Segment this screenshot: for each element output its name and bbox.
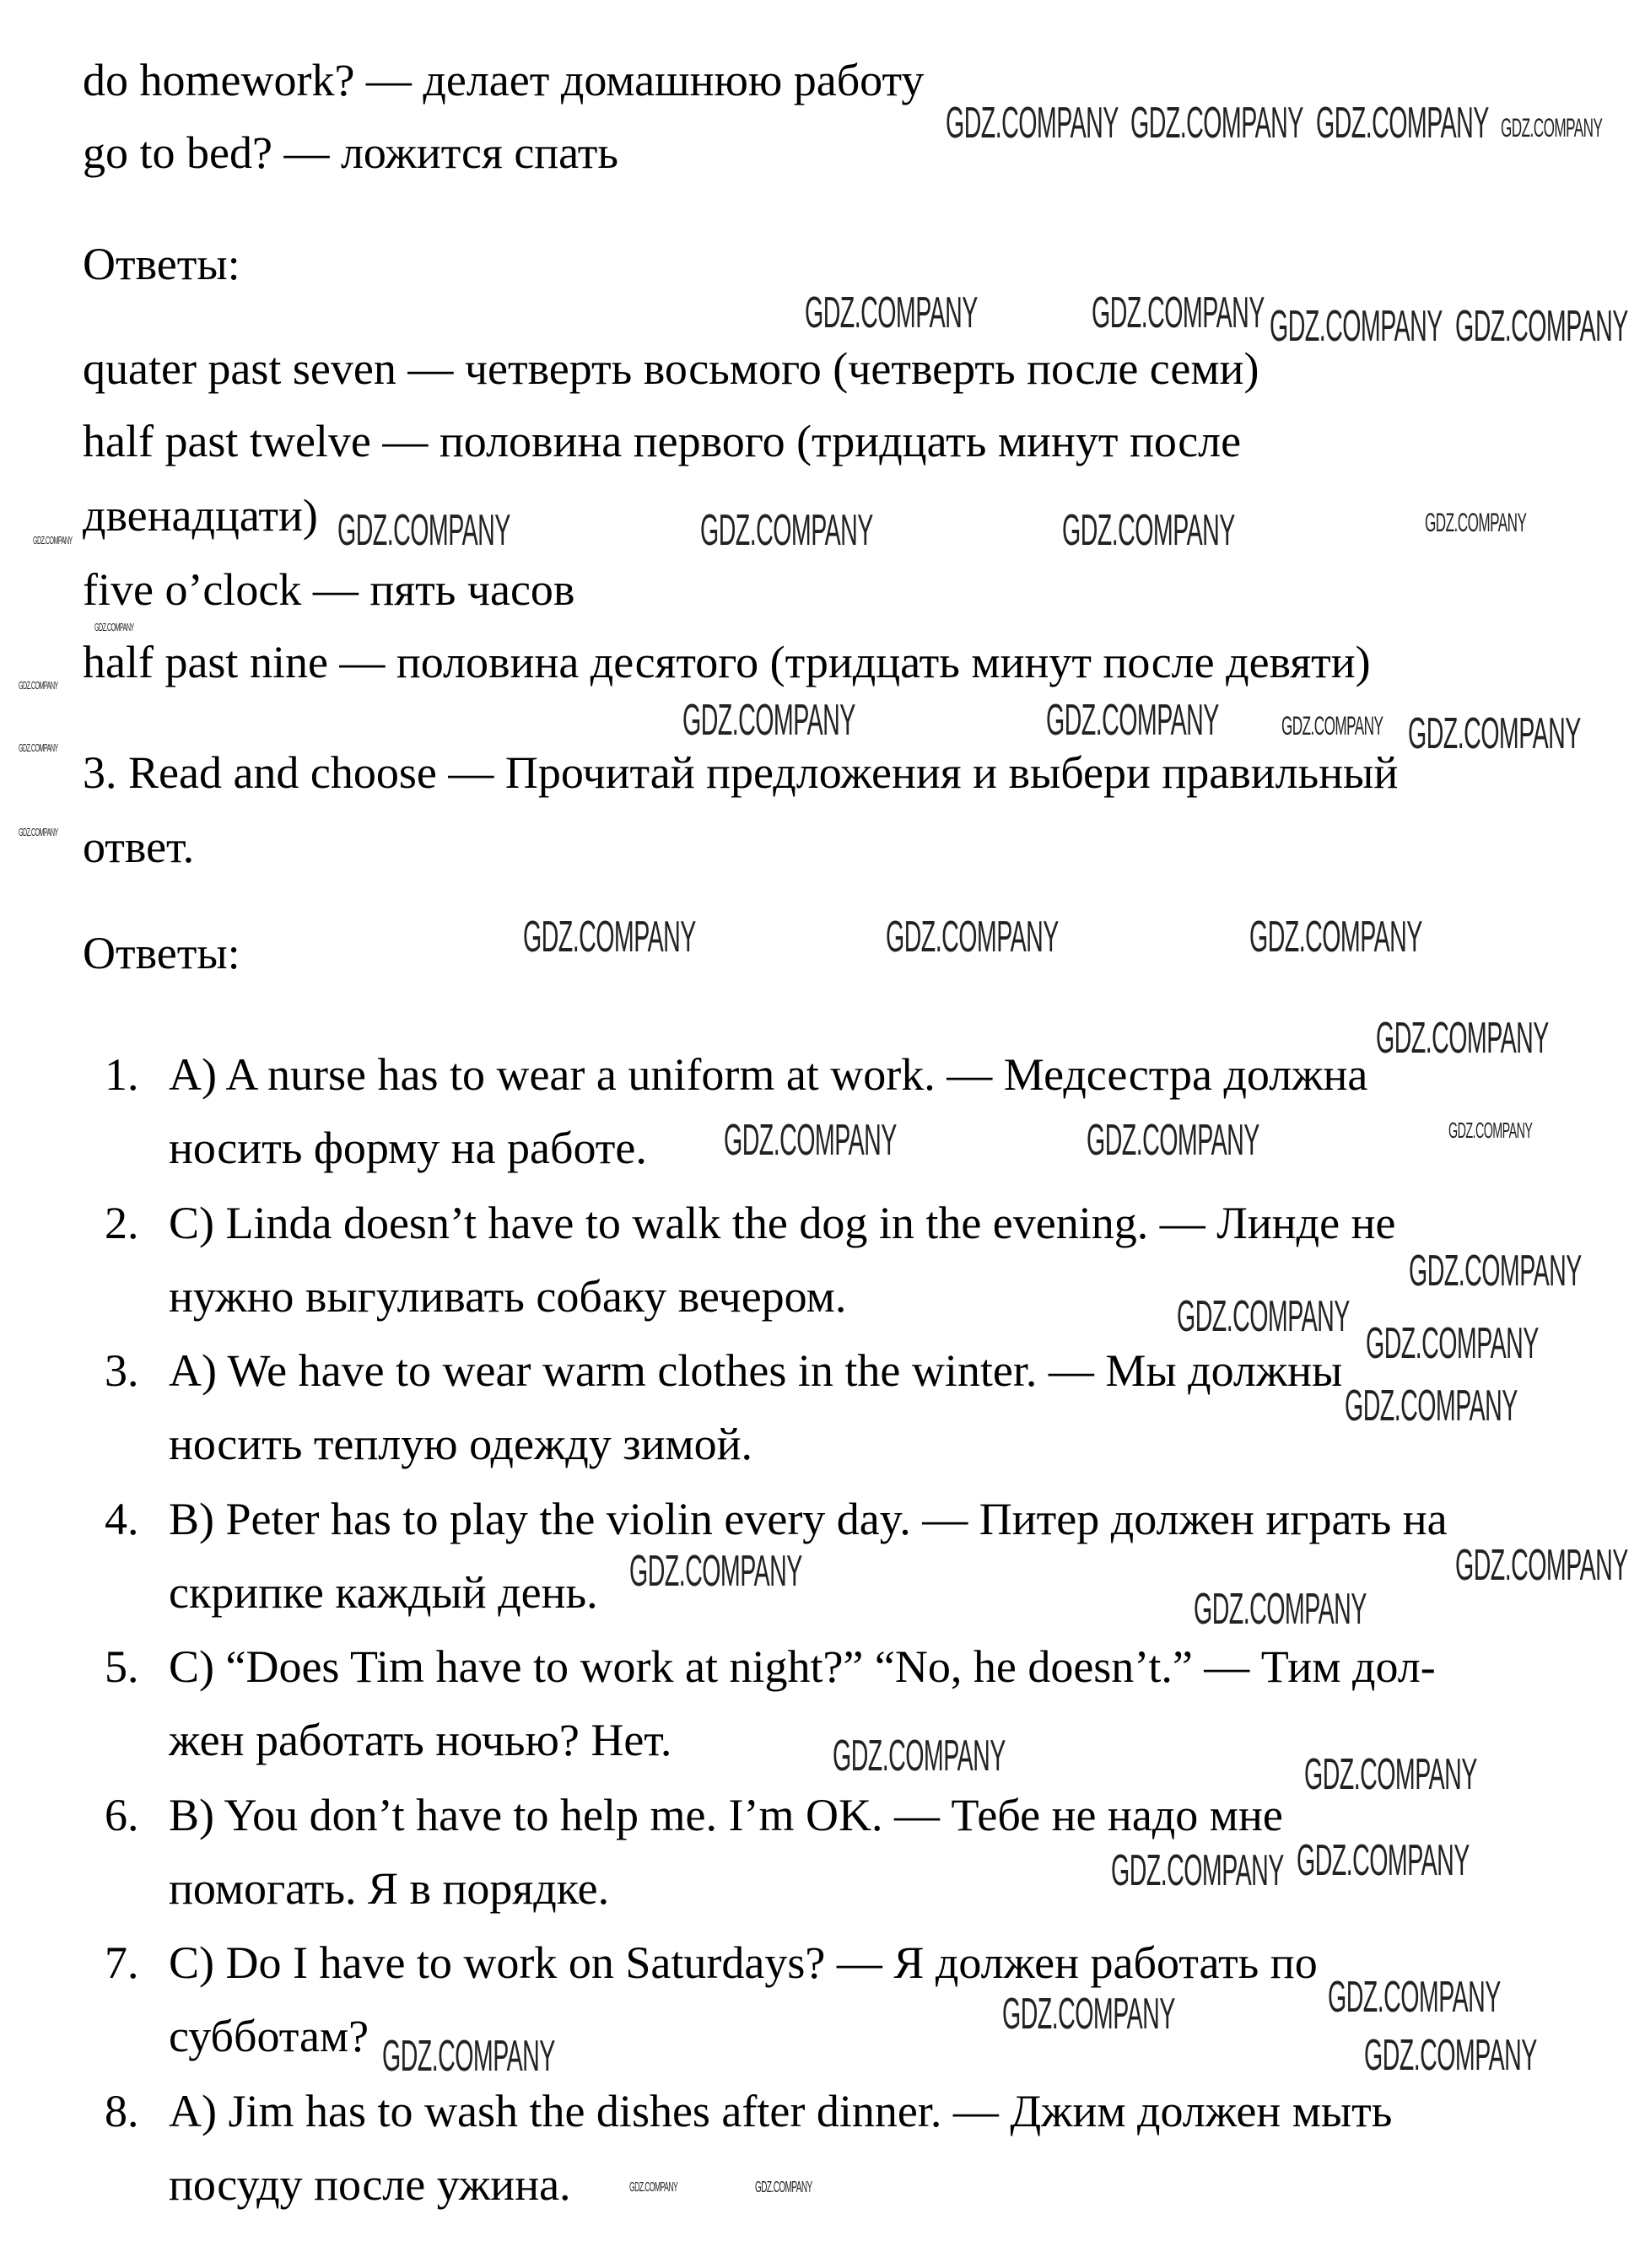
watermark: GDZ.COMPANY — [1297, 1835, 1470, 1885]
list-item-text: скрипке каждый день. — [169, 1566, 598, 1618]
watermark: GDZ.COMPANY — [804, 288, 978, 338]
watermark: GDZ.COMPANY — [723, 1115, 897, 1165]
watermark: GDZ.COMPANY — [18, 826, 58, 839]
watermark: GDZ.COMPANY — [1407, 708, 1581, 758]
watermark: GDZ.COMPANY — [1249, 912, 1422, 962]
watermark: GDZ.COMPANY — [1269, 302, 1443, 352]
list-item-text: субботам? — [169, 2011, 369, 2062]
watermark: GDZ.COMPANY — [886, 912, 1060, 962]
watermark: GDZ.COMPANY — [1327, 1972, 1501, 2022]
watermark: GDZ.COMPANY — [1176, 1291, 1350, 1341]
list-number: 6. — [105, 1789, 139, 1840]
watermark: GDZ.COMPANY — [682, 695, 856, 745]
list-item-text: нужно выгуливать собаку вечером. — [169, 1270, 847, 1322]
watermark: GDZ.COMPANY — [628, 1547, 802, 1597]
watermark: GDZ.COMPANY — [33, 534, 73, 547]
text-line: двенадцати) — [83, 490, 318, 541]
exercise-heading: 3. Read and choose — Прочитай предложения и выбери правильный — [83, 747, 1399, 798]
list-item-text: A) Jim has to wash the dishes after dinner. — Джим должен мыть — [169, 2085, 1393, 2136]
text-line: five o’clock — пять часов — [83, 564, 575, 615]
watermark: GDZ.COMPANY — [1363, 2030, 1537, 2080]
watermark: GDZ.COMPANY — [1408, 1246, 1582, 1296]
watermark: GDZ.COMPANY — [1316, 99, 1489, 148]
watermark: GDZ.COMPANY — [1365, 1318, 1539, 1368]
list-number: 2. — [105, 1197, 139, 1248]
list-item-text: C) “Does Tim have to work at night?” “No, he doesn’t.” — Тим дол- — [169, 1641, 1436, 1693]
answers-heading: Ответы: — [83, 239, 240, 289]
list-number: 7. — [105, 1937, 139, 1989]
list-item-text: помогать. Я в порядке. — [169, 1862, 610, 1914]
exercise-heading-cont: ответ. — [83, 822, 195, 872]
answers-heading: Ответы: — [83, 928, 240, 978]
watermark: GDZ.COMPANY — [94, 621, 134, 634]
watermark: GDZ.COMPANY — [1087, 1115, 1259, 1165]
watermark: GDZ.COMPANY — [1092, 288, 1265, 338]
watermark: GDZ.COMPANY — [1194, 1584, 1367, 1634]
watermark: GDZ.COMPANY — [755, 2179, 813, 2196]
list-item-text: носить форму на работе. — [169, 1123, 647, 1174]
watermark: GDZ.COMPANY — [1281, 711, 1383, 741]
watermark: GDZ.COMPANY — [1002, 1989, 1175, 2039]
list-item-text: посуду после ужина. — [169, 2158, 571, 2210]
watermark: GDZ.COMPANY — [18, 741, 58, 755]
watermark: GDZ.COMPANY — [1448, 1117, 1533, 1143]
list-number: 8. — [105, 2085, 139, 2136]
list-number: 1. — [105, 1049, 139, 1101]
text-line: quater past seven — четверть восьмого (четверть после семи) — [83, 343, 1259, 394]
watermark: GDZ.COMPANY — [18, 679, 58, 692]
text-line: go to bed? — ложится спать — [83, 127, 618, 178]
list-item-text: C) Do I have to work on Saturdays? — Я должен работать по — [169, 1937, 1318, 1989]
watermark: GDZ.COMPANY — [1345, 1381, 1518, 1430]
watermark: GDZ.COMPANY — [628, 2179, 677, 2195]
watermark: GDZ.COMPANY — [1455, 302, 1628, 352]
watermark: GDZ.COMPANY — [832, 1731, 1006, 1780]
text-line: half past nine — половина десятого (тридцать минут после девяти) — [83, 637, 1371, 687]
watermark: GDZ.COMPANY — [337, 505, 510, 555]
text-line: half past twelve — половина первого (тридцать минут после — [83, 416, 1242, 466]
list-item-text: носить теплую одежду зимой. — [169, 1419, 753, 1470]
watermark: GDZ.COMPANY — [1130, 99, 1303, 148]
watermark: GDZ.COMPANY — [1501, 112, 1603, 143]
list-item-text: B) Peter has to play the violin every day. — Питер должен играть на — [169, 1493, 1448, 1544]
list-number: 4. — [105, 1493, 139, 1544]
watermark: GDZ.COMPANY — [1455, 1541, 1628, 1591]
list-item-text: B) You don’t have to help me. I’m OK. — Тебе не надо мне — [169, 1789, 1283, 1840]
watermark: GDZ.COMPANY — [1061, 505, 1235, 555]
list-item-text: C) Linda doesn’t have to walk the dog in the evening. — Линде не — [169, 1197, 1396, 1248]
list-item-text: жен работать ночью? Нет. — [169, 1715, 672, 1766]
list-number: 3. — [105, 1345, 139, 1397]
text-line: do homework? — делает домашнюю работу — [83, 55, 925, 105]
watermark: GDZ.COMPANY — [700, 505, 873, 555]
watermark: GDZ.COMPANY — [945, 99, 1119, 148]
list-number: 5. — [105, 1641, 139, 1693]
watermark: GDZ.COMPANY — [1425, 508, 1527, 538]
watermark: GDZ.COMPANY — [1045, 695, 1219, 745]
watermark: GDZ.COMPANY — [382, 2031, 555, 2081]
watermark: GDZ.COMPANY — [522, 912, 696, 962]
list-item-text: A) A nurse has to wear a uniform at work. — Медсестра должна — [169, 1049, 1368, 1101]
watermark: GDZ.COMPANY — [1304, 1750, 1477, 1800]
watermark: GDZ.COMPANY — [1110, 1845, 1284, 1895]
watermark: GDZ.COMPANY — [1376, 1014, 1549, 1064]
list-item-text: A) We have to wear warm clothes in the winter. — Мы должны — [169, 1345, 1343, 1397]
